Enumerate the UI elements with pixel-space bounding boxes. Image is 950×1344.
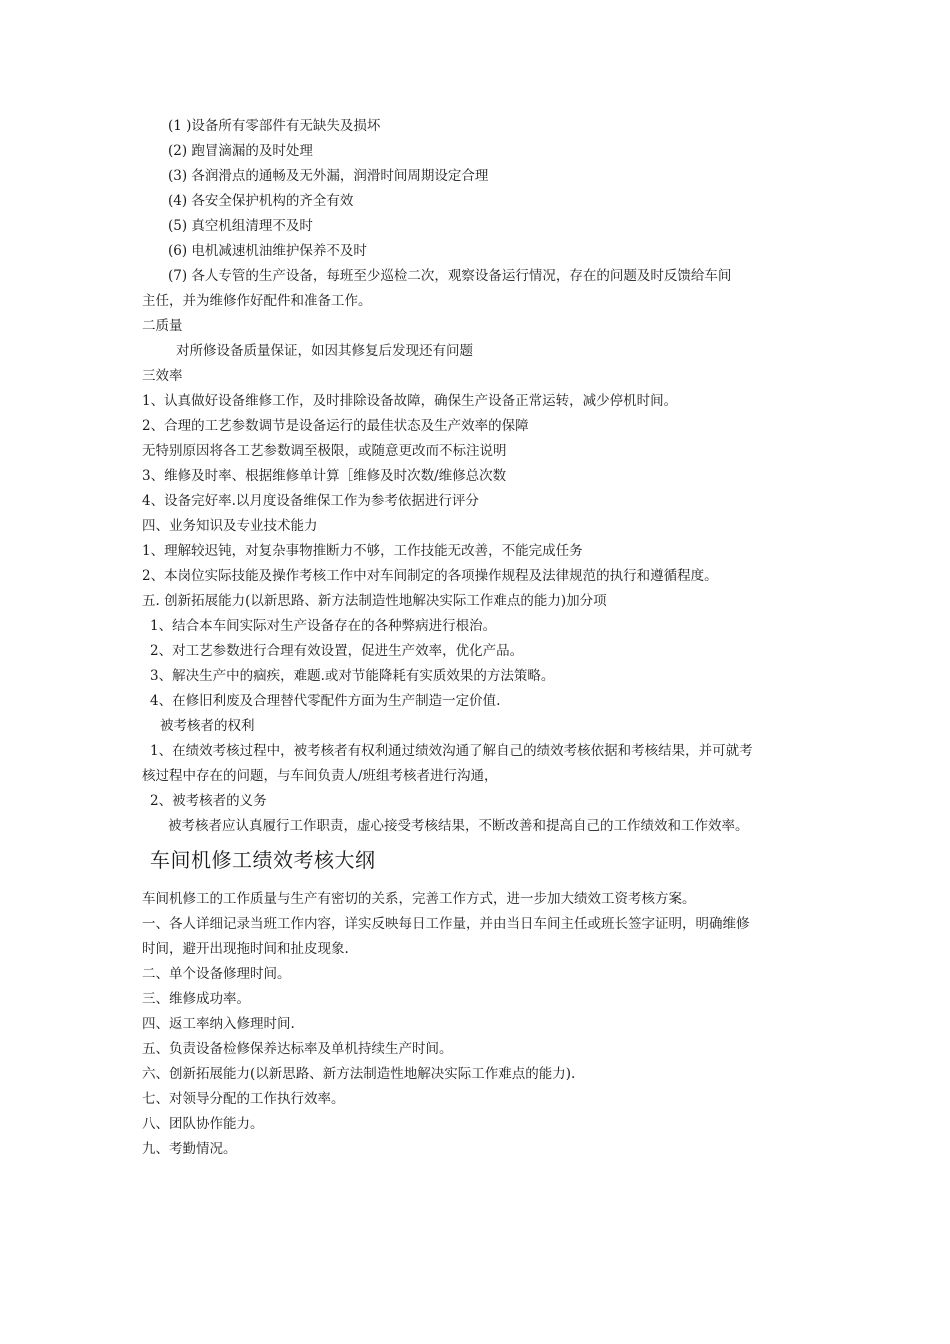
outline-item-6: 六、创新拓展能力(以新思路、新方法制造性地解决实际工作难点的能力). [142,1066,576,1082]
knowledge-heading: 四、业务知识及专业技术能力 [142,518,318,534]
quality-heading: 二质量 [142,318,183,334]
check-item-7-line1: (7) 各人专管的生产设备，每班至少巡检二次，观察设备运行情况，存在的问题及时反馈给车间 [168,268,732,284]
outline-item-4: 四、返工率纳入修理时间. [142,1016,295,1032]
knowledge-line-2: 2、本岗位实际技能及操作考核工作中对车间制定的各项操作规程及法律规范的执行和遵循程度。 [142,568,718,584]
check-item-5: (5) 真空机组清理不及时 [168,218,313,234]
rights-heading: 被考核者的权利 [160,718,255,734]
check-item-4: (4) 各安全保护机构的齐全有效 [168,193,354,209]
rights-line-1: 1、在绩效考核过程中，被考核者有权利通过绩效沟通了解自己的绩效考核依据和考核结果，并可就考 [150,743,753,759]
outline-item-8: 八、团队协作能力。 [142,1116,264,1132]
innovation-line-4: 4、在修旧利废及合理替代零配件方面为生产制造一定价值. [150,693,501,709]
efficiency-line-4: 3、维修及时率、根据维修单计算［维修及时次数/维修总次数 [142,468,507,484]
check-item-3: (3) 各润滑点的通畅及无外漏，润滑时间周期设定合理 [168,168,489,184]
knowledge-line-1: 1、理解较迟钝，对复杂事物推断力不够，工作技能无改善，不能完成任务 [142,543,583,559]
check-item-1: (1 )设备所有零部件有无缺失及损坏 [168,118,381,134]
outline-title: 车间机修工绩效考核大纲 [150,848,376,872]
efficiency-line-1: 1、认真做好设备维修工作，及时排除设备故障，确保生产设备正常运转，减少停机时间。 [142,393,678,409]
quality-text: 对所修设备质量保证，如因其修复后发现还有问题 [176,343,473,359]
innovation-line-1: 1、结合本车间实际对生产设备存在的各种弊病进行根治。 [150,618,497,634]
outline-item-1-line2: 时间，避开出现拖时间和扯皮现象. [142,941,349,957]
duty-text: 被考核者应认真履行工作职责，虚心接受考核结果，不断改善和提高自己的工作绩效和工作效率。 [168,818,749,834]
outline-item-5: 五、负责设备检修保养达标率及单机持续生产时间。 [142,1041,453,1057]
outline-item-1-line1: 一、各人详细记录当班工作内容，详实反映每日工作量，并由当日车间主任或班长签字证明，明确维修 [142,916,750,932]
outline-item-9: 九、考勤情况。 [142,1141,237,1157]
document-body [142,114,818,1162]
innovation-heading: 五. 创新拓展能力(以新思路、新方法制造性地解决实际工作难点的能力)加分项 [142,593,607,609]
innovation-line-2: 2、对工艺参数进行合理有效设置，促进生产效率，优化产品。 [150,643,524,659]
innovation-line-3: 3、解决生产中的痼疾，难题.或对节能降耗有实质效果的方法策略。 [150,668,555,684]
outline-intro: 车间机修工的工作质量与生产有密切的关系，完善工作方式，进一步加大绩效工资考核方案。 [142,891,696,907]
check-item-2: (2) 跑冒滴漏的及时处理 [168,143,313,159]
efficiency-line-3: 无特别原因将各工艺参数调至极限，或随意更改而不标注说明 [142,443,507,459]
efficiency-line-5: 4、设备完好率.以月度设备维保工作为参考依据进行评分 [142,493,479,509]
rights-line-2: 核过程中存在的问题，与车间负责人/班组考核者进行沟通， [142,768,498,784]
outline-item-2: 二、单个设备修理时间。 [142,966,291,982]
outline-item-3: 三、维修成功率。 [142,991,250,1007]
duty-heading: 2、被考核者的义务 [150,793,267,809]
check-item-7-line2: 主任，并为维修作好配件和准备工作。 [142,293,372,309]
check-item-6: (6) 电机减速机油维护保养不及时 [168,243,367,259]
efficiency-heading: 三效率 [142,368,183,384]
efficiency-line-2: 2、合理的工艺参数调节是设备运行的最佳状态及生产效率的保障 [142,418,529,434]
outline-item-7: 七、对领导分配的工作执行效率。 [142,1091,345,1107]
